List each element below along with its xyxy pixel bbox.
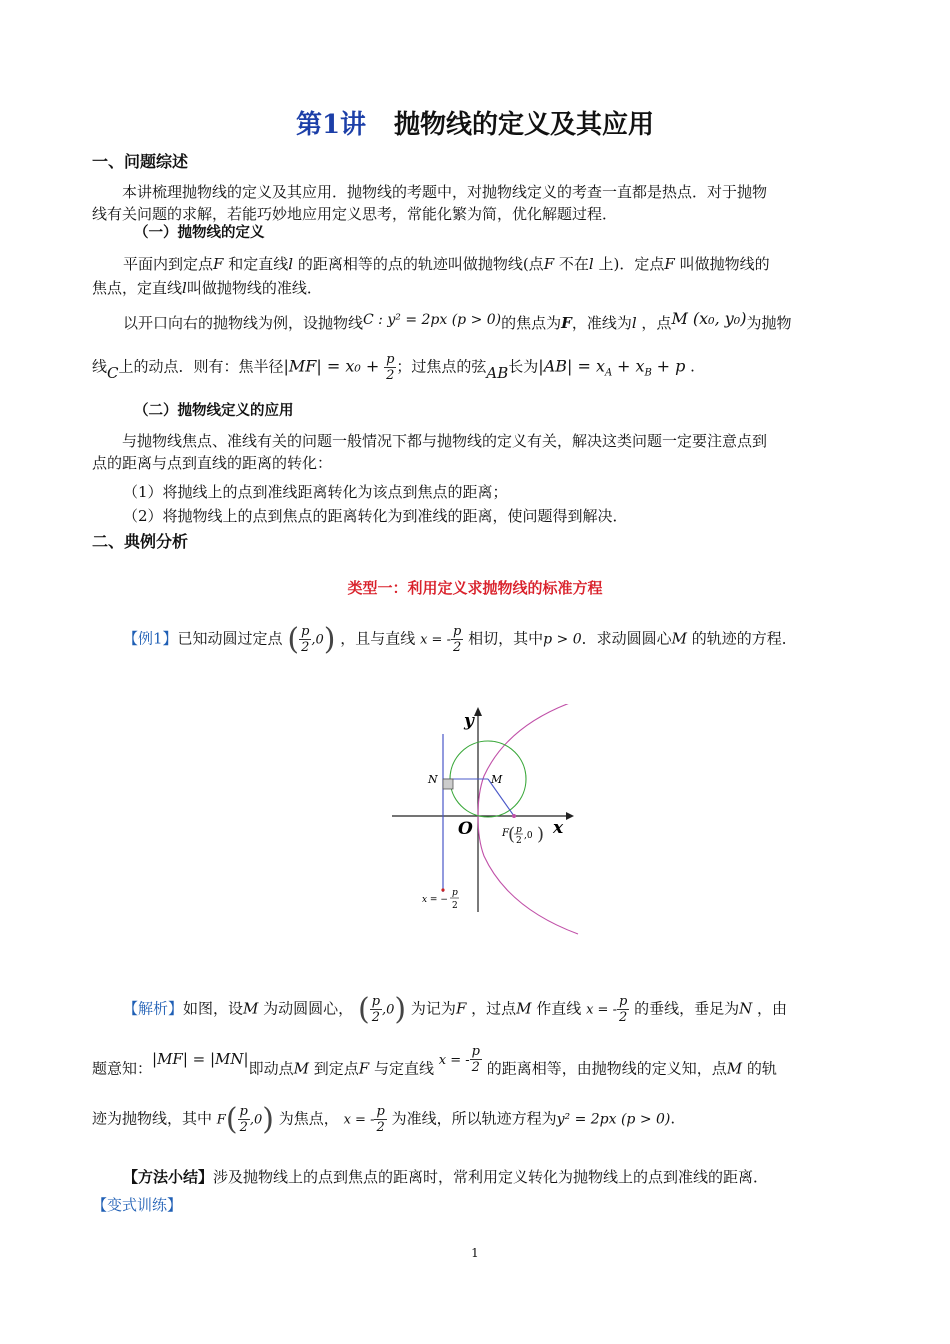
right-angle-mark <box>443 779 453 789</box>
N-label: N <box>428 773 438 786</box>
svg-text:2: 2 <box>516 836 522 846</box>
example-line1: 以开口向右的抛物线为例，设抛物线C : y² = 2px (p > 0)的焦点为F，准线为l ，点M (x₀, y₀)为抛物 <box>123 309 792 332</box>
application-paragraph: 与抛物线焦点、准线有关的问题一般情况下都与抛物线的定义有关，解决这类问题一定要注意点到 点的距离与点到直线的距离的转化： <box>92 432 768 472</box>
origin-label: O <box>458 819 473 839</box>
application-item2: （2）将抛物线上的点到焦点的距离转化为到准线的距离，使问题得到解决． <box>123 507 628 525</box>
svg-text:,0: ,0 <box>524 831 533 841</box>
parabola-figure <box>388 704 588 936</box>
F-label: F <box>502 828 509 839</box>
svg-text:): ) <box>537 824 545 845</box>
type1-heading: 类型一：利用定义求抛物线的标准方程 <box>347 579 603 597</box>
x-label: x <box>553 818 564 838</box>
svg-text:p: p <box>452 888 458 898</box>
svg-text:2: 2 <box>452 901 458 911</box>
intro-paragraph <box>92 181 862 225</box>
lecture-number: 第1讲 <box>295 110 367 140</box>
variant-training-heading: 【变式训练】 <box>92 1196 183 1214</box>
y-axis-arrow-icon <box>474 707 482 716</box>
intro-line2: 线有关问题的求解，若能巧妙地应用定义思考，常能化繁为简，优化解题过程． <box>92 205 618 223</box>
x-axis-arrow-icon <box>566 812 574 820</box>
solution-line3: 迹为抛物线，其中 F( $\frac{p}{2}$ ,0) 为焦点， x = - $\frac{p}{2}$ 为准线，所以轨迹方程为y² = 2px (p > 0). <box>92 1101 676 1137</box>
page-number: 1 <box>471 1246 479 1260</box>
intro-line1: 本讲梳理抛物线的定义及其应用．抛物线的考题中，对抛物线定义的考查一直都是热点．对于抛物 <box>122 183 768 201</box>
lecture-topic: 抛物线的定义及其应用 <box>394 110 655 140</box>
y-label: y <box>464 711 474 731</box>
definition-line1: 平面内到定点F 和定直线l 的距离相等的点的轨迹叫做抛物线(点F 不在l 上)．定点F 叫做抛物线的 <box>123 255 770 273</box>
svg-text:p: p <box>516 825 522 835</box>
focus-point <box>512 814 516 818</box>
svg-text:(: ( <box>508 824 516 845</box>
section2-heading: 二、典例分析 <box>92 532 189 551</box>
subheading-definition: （一）抛物线的定义 <box>134 225 265 241</box>
page-title <box>0 104 950 141</box>
solution-line1: 【解析】如图，设M 为动圆圆心， ( $\frac{p}{2}$ ,0) 为记为F ，过点M 作直线 x = - $\frac{p}{2}$ 的垂线，垂足为N ，由 <box>123 991 788 1027</box>
directrix-point <box>441 888 444 891</box>
definition-line2: 焦点，定直线l叫做抛物线的准线． <box>92 279 322 297</box>
application-item1: （1）将抛线上的点到准线距离转化为该点到焦点的距离； <box>123 483 508 501</box>
solution-line2: 题意知：|MF| = |MN|即动点M 到定点F 与定直线 x = - $\frac{p}{2}$ 的距离相等，由抛物线的定义知，点M 的轨 <box>92 1044 777 1078</box>
example1: 【例1】已知动圆过定点 ( $\frac{p}{2}$ ,0) ，且与直线 x = - $\frac{p}{2}$ 相切，其中p > 0．求动圆圆心M 的轨迹的方程． <box>123 621 797 657</box>
section1-heading: 一、问题综述 <box>92 152 189 171</box>
example-line2: 线C上的动点．则有：焦半径|MF| = x₀ + $\frac{p}{2}$ ；过焦点的弦AB长为$|AB| = x_A + x_B + p$ . <box>92 352 695 383</box>
directrix-label: x = − <box>422 895 448 905</box>
subheading-application: （二）抛物线定义的应用 <box>134 403 294 419</box>
M-label: M <box>491 773 503 786</box>
method-summary: 【方法小结】涉及抛物线上的点到焦点的距离时，常利用定义转化为抛物线上的点到准线的距离． <box>123 1168 769 1186</box>
